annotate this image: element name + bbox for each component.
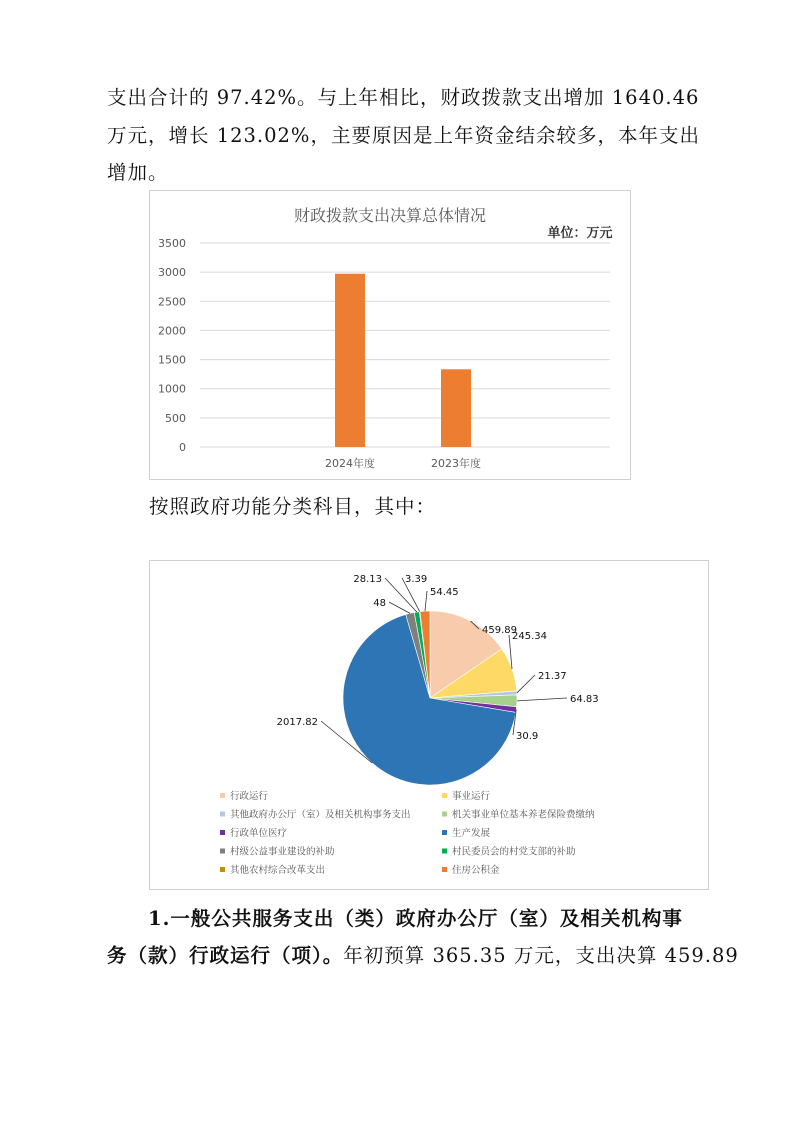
legend-swatch <box>220 793 225 798</box>
pie-leader-line <box>517 698 567 701</box>
pie-chart <box>150 561 708 889</box>
bar-y-tick-label: 3500 <box>158 237 186 250</box>
bar-y-tick-label: 0 <box>179 441 186 454</box>
legend-entry: 村民委员会的村党支部的补助 <box>452 846 576 858</box>
legend-entry: 事业运行 <box>452 791 491 802</box>
pie-data-label: 2017.82 <box>276 717 318 728</box>
legend-entry: 行政运行 <box>230 791 269 802</box>
intro-text: 按照政府功能分类科目，其中： <box>149 495 437 518</box>
heading-normal-part: 年初预算 365.35 万元，支出决算 459.89 <box>343 944 739 967</box>
pie-data-label: 21.37 <box>538 671 567 682</box>
paragraph-line-1: 支出合计的 97.42%。与上年相比，财政拨款支出增加 1640.46 <box>107 86 700 109</box>
bar-y-tick-label: 2500 <box>158 295 186 309</box>
legend-swatch <box>220 867 225 872</box>
heading-bold-part: 务（款）行政运行（项）。 <box>107 944 344 967</box>
bar-chart-frame <box>149 190 631 480</box>
legend-entry: 生产发展 <box>452 828 491 839</box>
legend-swatch <box>220 812 225 817</box>
bar-chart-title: 财政拨款支出决算总体情况 <box>293 206 487 225</box>
bar-y-tick-label: 500 <box>165 411 186 425</box>
legend-swatch <box>220 849 225 854</box>
legend-entry: 住房公积金 <box>452 865 500 876</box>
bar-x-tick-label: 2024年度 <box>325 457 375 470</box>
bar-x-tick-label: 2023年度 <box>431 457 481 470</box>
pie-data-label: 64.83 <box>570 694 599 705</box>
pie-data-label: 3.39 <box>405 574 428 585</box>
bar-y-tick-label: 2000 <box>158 324 186 338</box>
paragraph-line-3: 增加。 <box>107 161 169 184</box>
bar-2 <box>441 369 471 447</box>
bar-1 <box>335 274 365 447</box>
pie-leader-line <box>389 602 410 613</box>
pie-data-label: 245.34 <box>512 631 547 642</box>
pie-data-label: 28.13 <box>353 574 382 585</box>
legend-swatch <box>442 812 447 817</box>
legend-entry: 其他农村综合改革支出 <box>230 865 326 876</box>
pie-data-label: 30.9 <box>516 731 539 742</box>
legend-entry: 机关事业单位基本养老保险费缴纳 <box>452 809 595 821</box>
pie-data-label: 459.89 <box>482 625 517 636</box>
legend-entry: 行政单位医疗 <box>230 828 288 839</box>
legend-swatch <box>442 830 447 835</box>
heading-line-2 <box>107 943 739 969</box>
bar-y-tick-label: 3000 <box>158 266 186 280</box>
paragraph-line-2: 万元，增长 123.02%，主要原因是上年资金结余较多，本年支出 <box>107 124 700 147</box>
legend-swatch <box>442 793 447 798</box>
legend-swatch <box>442 867 447 872</box>
legend-entry: 村级公益事业建设的补助 <box>230 846 335 858</box>
legend-swatch <box>442 849 447 854</box>
pie-data-label: 54.45 <box>430 587 459 598</box>
pie-leader-line <box>425 591 427 611</box>
bar-chart <box>150 191 630 479</box>
legend-entry: 其他政府办公厅（室）及相关机构事务支出 <box>230 809 411 821</box>
pie-chart-frame <box>149 560 709 890</box>
pie-leader-line <box>517 675 535 693</box>
pie-data-label: 48 <box>373 598 386 609</box>
bar-y-tick-label: 1500 <box>158 353 186 367</box>
bar-y-tick-label: 1000 <box>158 382 186 396</box>
bar-chart-unit-label: 单位：万元 <box>547 226 613 241</box>
legend-swatch <box>220 830 225 835</box>
heading-line-1: 1.一般公共服务支出（类）政府办公厅（室）及相关机构事 <box>148 907 683 930</box>
